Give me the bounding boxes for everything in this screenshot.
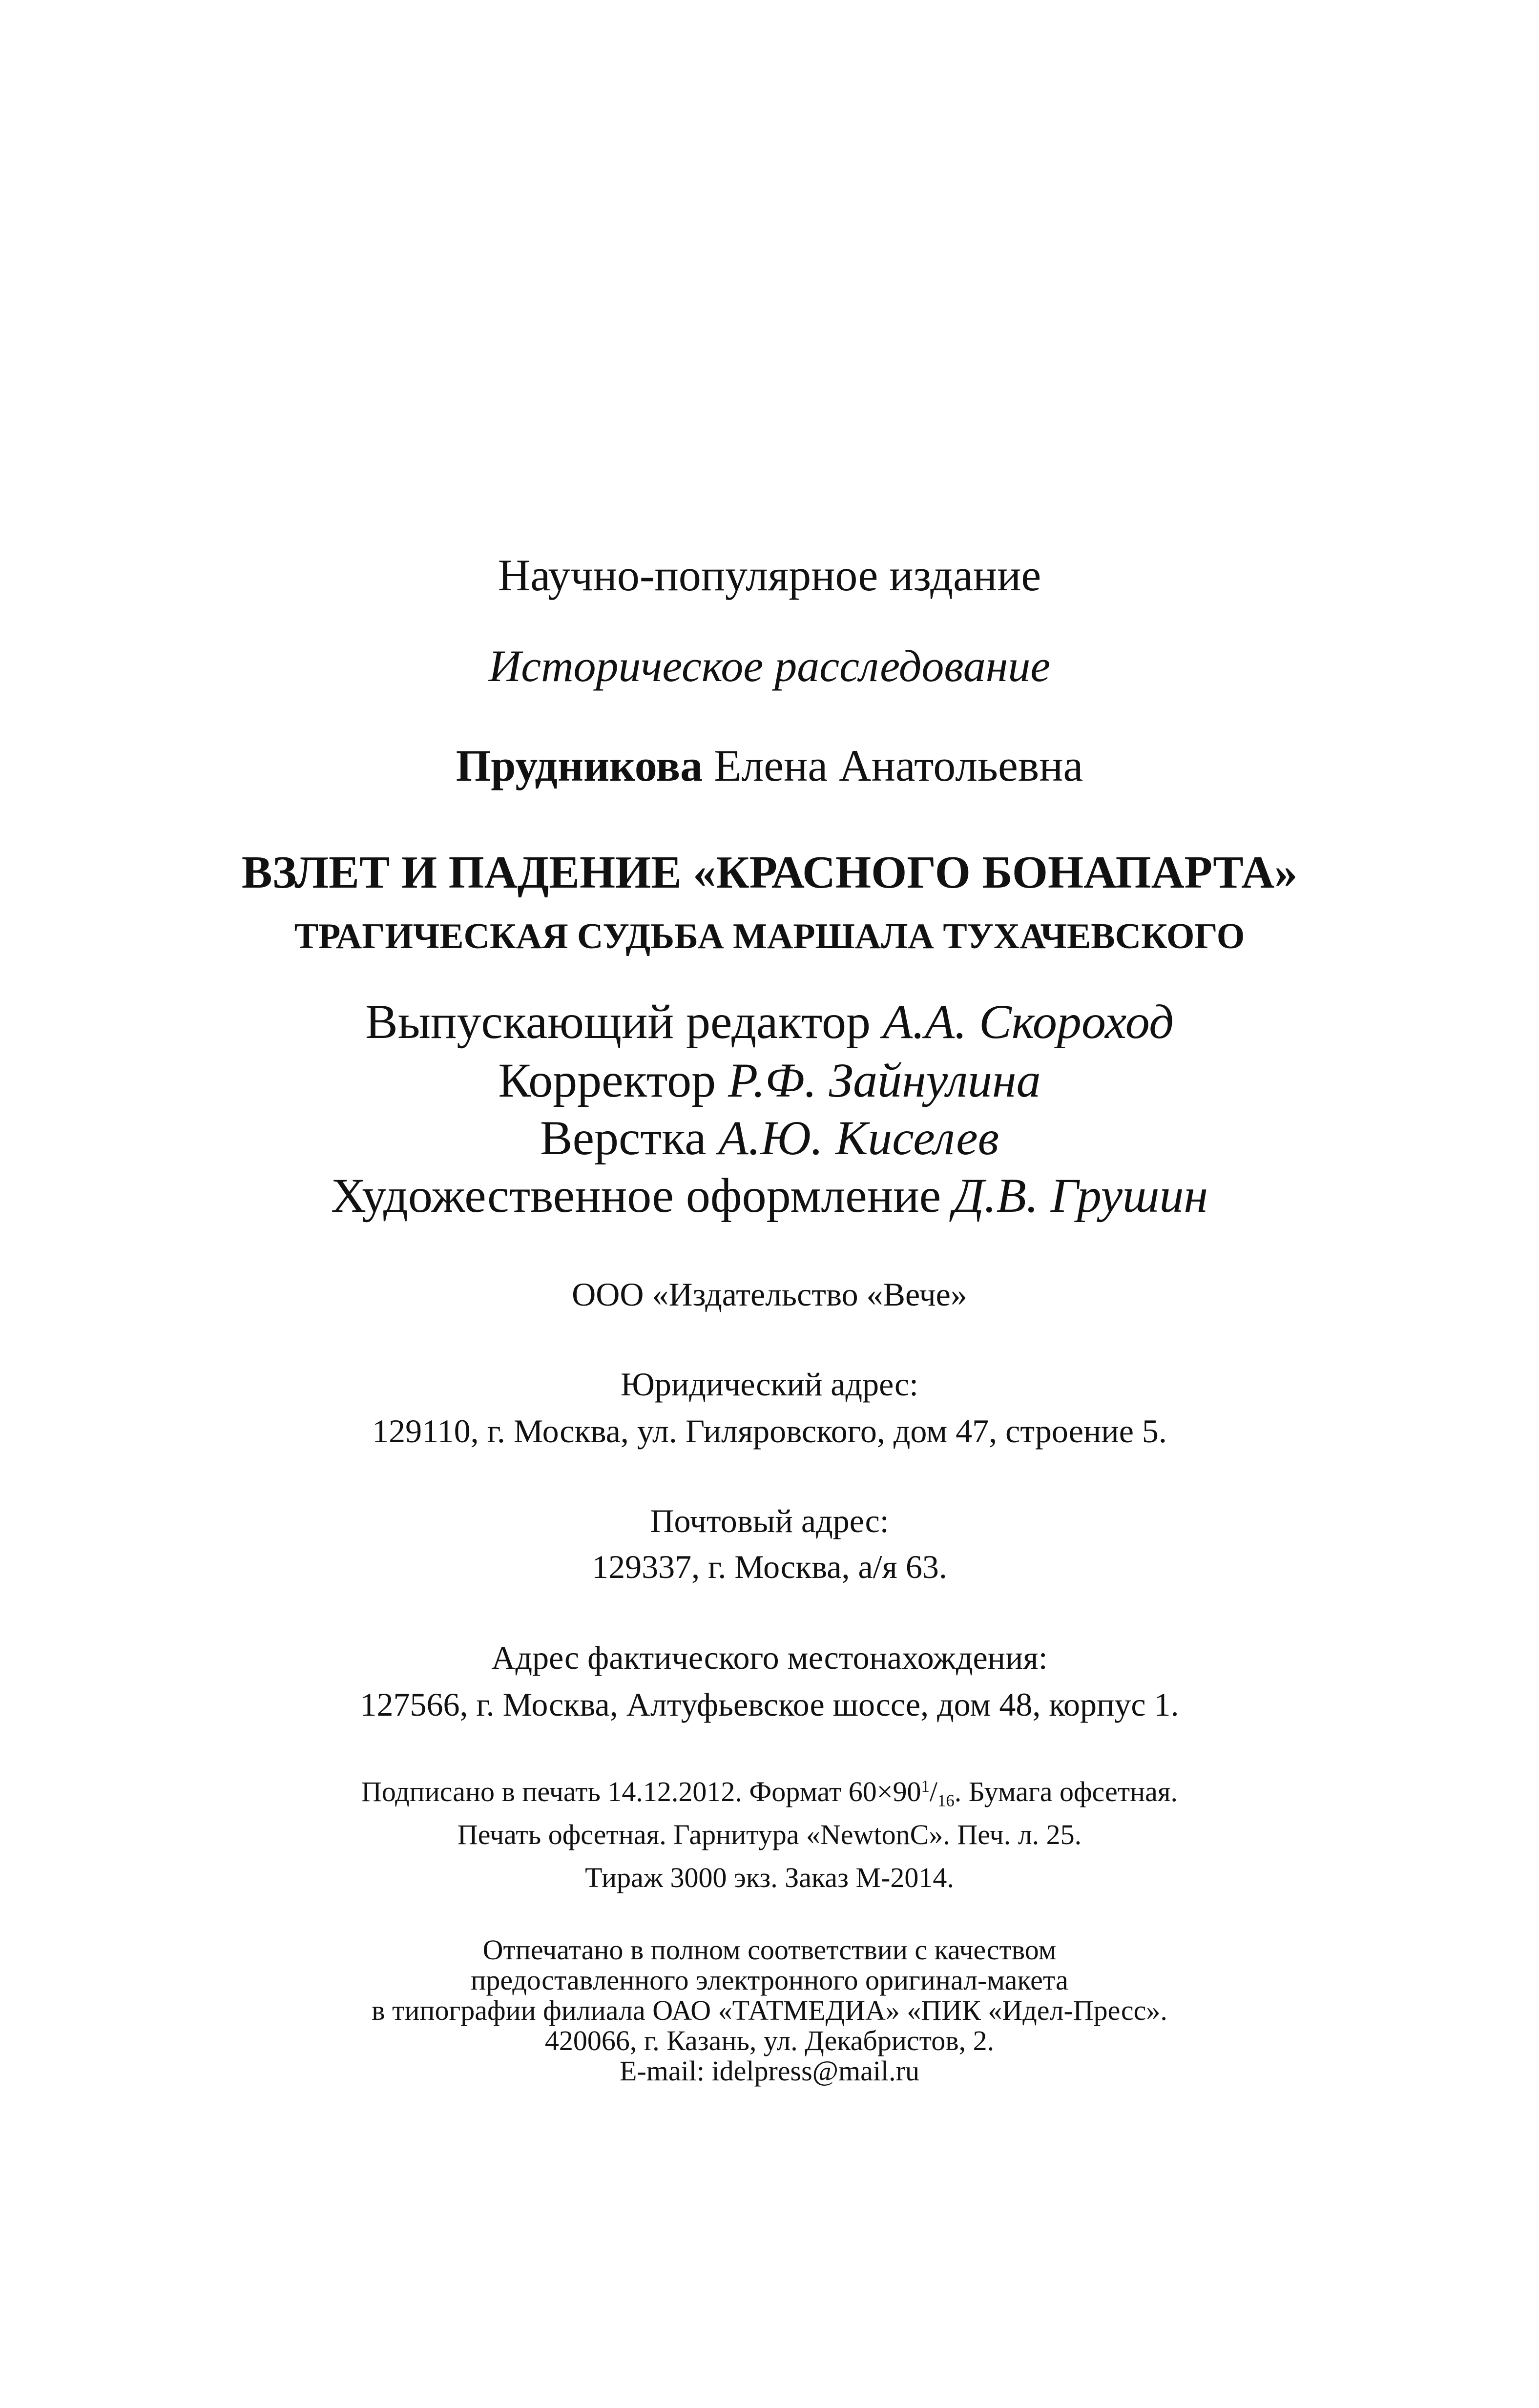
publisher-name: ООО «Издательство «Вече» (572, 1276, 967, 1313)
book-subtitle: ТРАГИЧЕСКАЯ СУДЬБА МАРШАЛА ТУХАЧЕВСКОГО (294, 916, 1245, 956)
author-surname: Прудникова (456, 741, 703, 790)
edition-type: Научно-популярное издание (498, 550, 1041, 600)
credit-role: Корректор (498, 1053, 716, 1107)
imprint-format-numerator: 1 (921, 1776, 930, 1796)
series-name: Историческое расследование (488, 641, 1051, 691)
credit-person: А.А. Скороход (882, 995, 1174, 1049)
printer-line: предоставленного электронного оригинал-макета (471, 1964, 1068, 1996)
author-line (0, 742, 1539, 789)
credit-role: Художественное оформление (331, 1168, 941, 1223)
actual-address-value: 127566, г. Москва, Алтуфьевское шоссе, дом 48, корпус 1. (360, 1686, 1179, 1723)
postal-address-label: Почтовый адрес: (650, 1502, 889, 1539)
printer-email-line: E-mail: idelpress@mail.ru (620, 2055, 919, 2087)
actual-address-label: Адрес фактического местонахождения: (491, 1639, 1048, 1676)
credit-person: Д.В. Грушин (953, 1168, 1208, 1223)
book-title: ВЗЛЕТ И ПАДЕНИЕ «КРАСНОГО БОНАПАРТА» (241, 847, 1298, 898)
credit-line (0, 1170, 1539, 1221)
credit-person: Р.Ф. Зайнулина (728, 1053, 1041, 1107)
legal-address-label: Юридический адрес: (620, 1366, 919, 1403)
imprint-line: Печать офсетная. Гарнитура «NewtonC». Печ. л. 25. (457, 1819, 1082, 1850)
author-name: Елена Анатольевна (714, 741, 1083, 790)
imprint-signed-suffix: . Бумага офсетная. (954, 1776, 1178, 1807)
imprint-line (0, 1777, 1539, 1810)
imprint-format-separator: / (929, 1776, 937, 1807)
credit-role: Выпускающий редактор (365, 995, 871, 1049)
imprint-line: Тираж 3000 экз. Заказ М-2014. (585, 1862, 954, 1893)
postal-address-value: 129337, г. Москва, а/я 63. (592, 1548, 947, 1585)
credit-role: Верстка (540, 1111, 707, 1165)
credit-person: А.Ю. Киселев (718, 1111, 999, 1165)
imprint-signed-prefix: Подписано в печать 14.12.2012. Формат 60×90 (361, 1776, 921, 1807)
credit-line (0, 1055, 1539, 1106)
legal-address-value: 129110, г. Москва, ул. Гиляровского, дом 47, строение 5. (372, 1412, 1167, 1450)
credit-line (0, 1112, 1539, 1163)
printer-line: Отпечатано в полном соответствии с качеством (482, 1934, 1057, 1966)
imprint-format-denominator: 16 (937, 1791, 955, 1810)
printer-line: 420066, г. Казань, ул. Декабристов, 2. (544, 2025, 995, 2056)
printer-line: в типографии филиала ОАО «ТАТМЕДИА» «ПИК «Идел-Пресс». (372, 1994, 1167, 2026)
credit-line (0, 996, 1539, 1047)
